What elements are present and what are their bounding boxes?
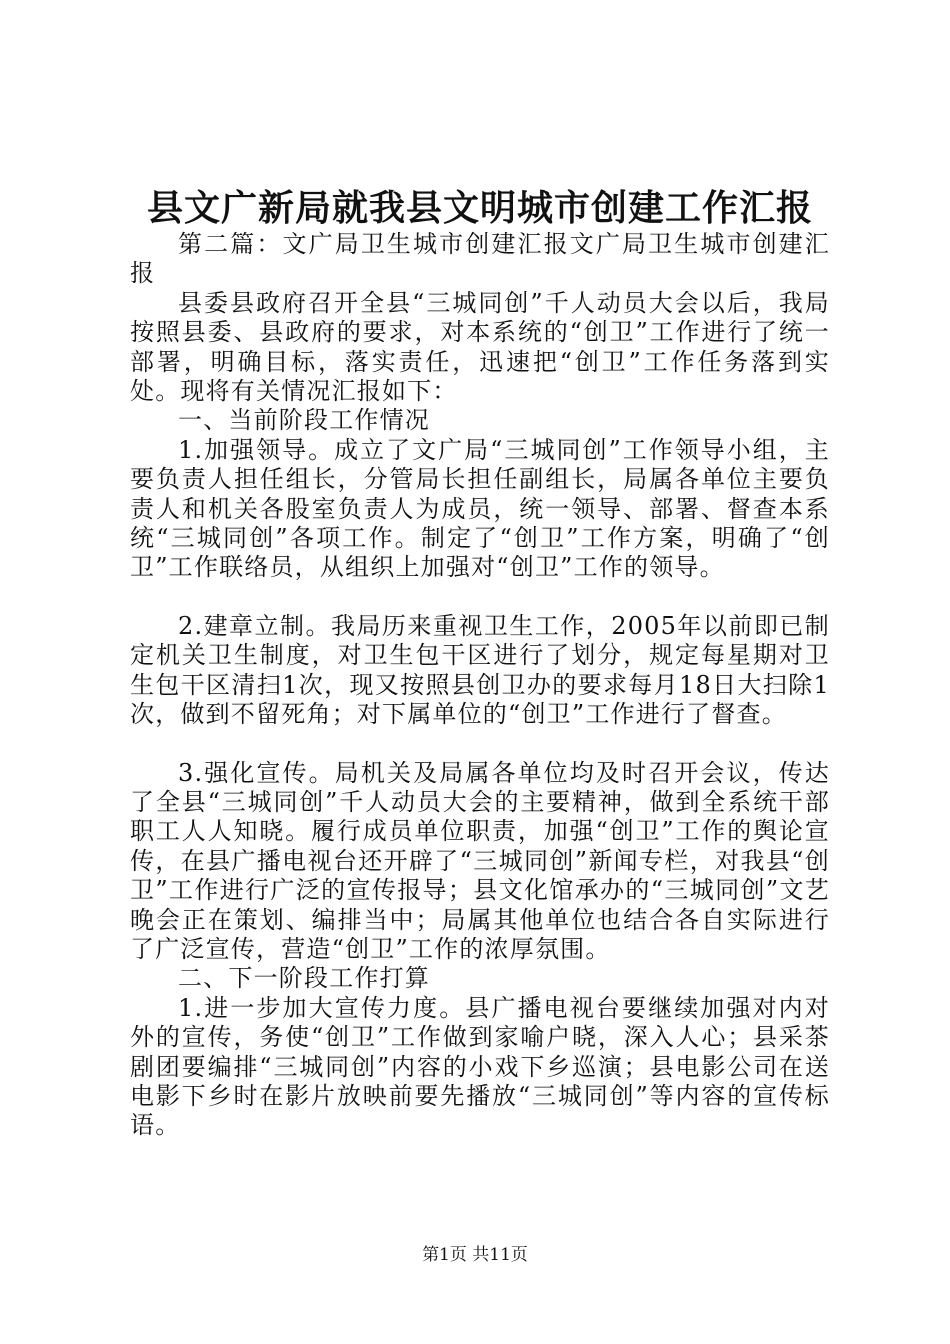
document-title: 县文广新局就我县文明城市创建工作汇报 (146, 187, 813, 229)
item-leadership-paragraph: 1.加强领导。成立了文广局“三城同创”工作领导小组，主要负责人担任组长，分管局长担任副组长，局属各单位主要负责人和机关各股室负责人为成员，统一领导、部署、督查本系统“三城同创”各项工作。制定了“创卫”工作方案，明确了“创卫”工作联络员，从组织上加强对“创卫”工作的领导。 (130, 435, 830, 582)
next-item-publicity-paragraph: 1.进一步加大宣传力度。县广播电视台要继续加强对内对外的宣传，务使“创卫”工作做到家喻户晓，深入人心；县采茶剧团要编排“三城同创”内容的小戏下乡巡演；县电影公司在送电影下乡时在影片放映前要先播放“三城同创”等内容的宣传标语。 (130, 993, 830, 1140)
subtitle-paragraph: 第二篇：文广局卫生城市创建汇报文广局卫生城市创建汇报 (130, 230, 830, 288)
item-publicity-paragraph: 3.强化宣传。局机关及局属各单位均及时召开会议，传达了全县“三城同创”千人动员大会的主要精神，做到全系统干部职工人人知晓。履行成员单位职责，加强“创卫”工作的舆论宣传，在县广播电视台还开辟了“三城同创”新闻专栏，对我县“创卫”工作进行广泛的宣传报导；县文化馆承办的“三城同创”文艺晚会正在策划、编排当中；局属其他单位也结合各自实际进行了广泛宣传，营造“创卫”工作的浓厚氛围。 (130, 758, 830, 963)
section-heading-next: 二、下一阶段工作打算 (178, 964, 430, 993)
intro-paragraph: 县委县政府召开全县“三城同创”千人动员大会以后，我局按照县委、县政府的要求，对本系统的“创卫”工作进行了统一部署，明确目标，落实责任，迅速把“创卫”工作任务落到实处。现将有关情况汇报如下： (130, 288, 830, 406)
item-rules-paragraph: 2.建章立制。我局历来重视卫生工作，2005年以前即已制定机关卫生制度，对卫生包干区进行了划分，规定每星期对卫生包干区清扫1次，现又按照县创卫办的要求每月18日大扫除1次，做到不留死角；对下属单位的“创卫”工作进行了督查。 (130, 611, 830, 729)
page-number-footer: 第1页 共11页 (422, 1245, 528, 1265)
section-heading-current: 一、当前阶段工作情况 (178, 406, 430, 435)
document-page (130, 182, 830, 1141)
